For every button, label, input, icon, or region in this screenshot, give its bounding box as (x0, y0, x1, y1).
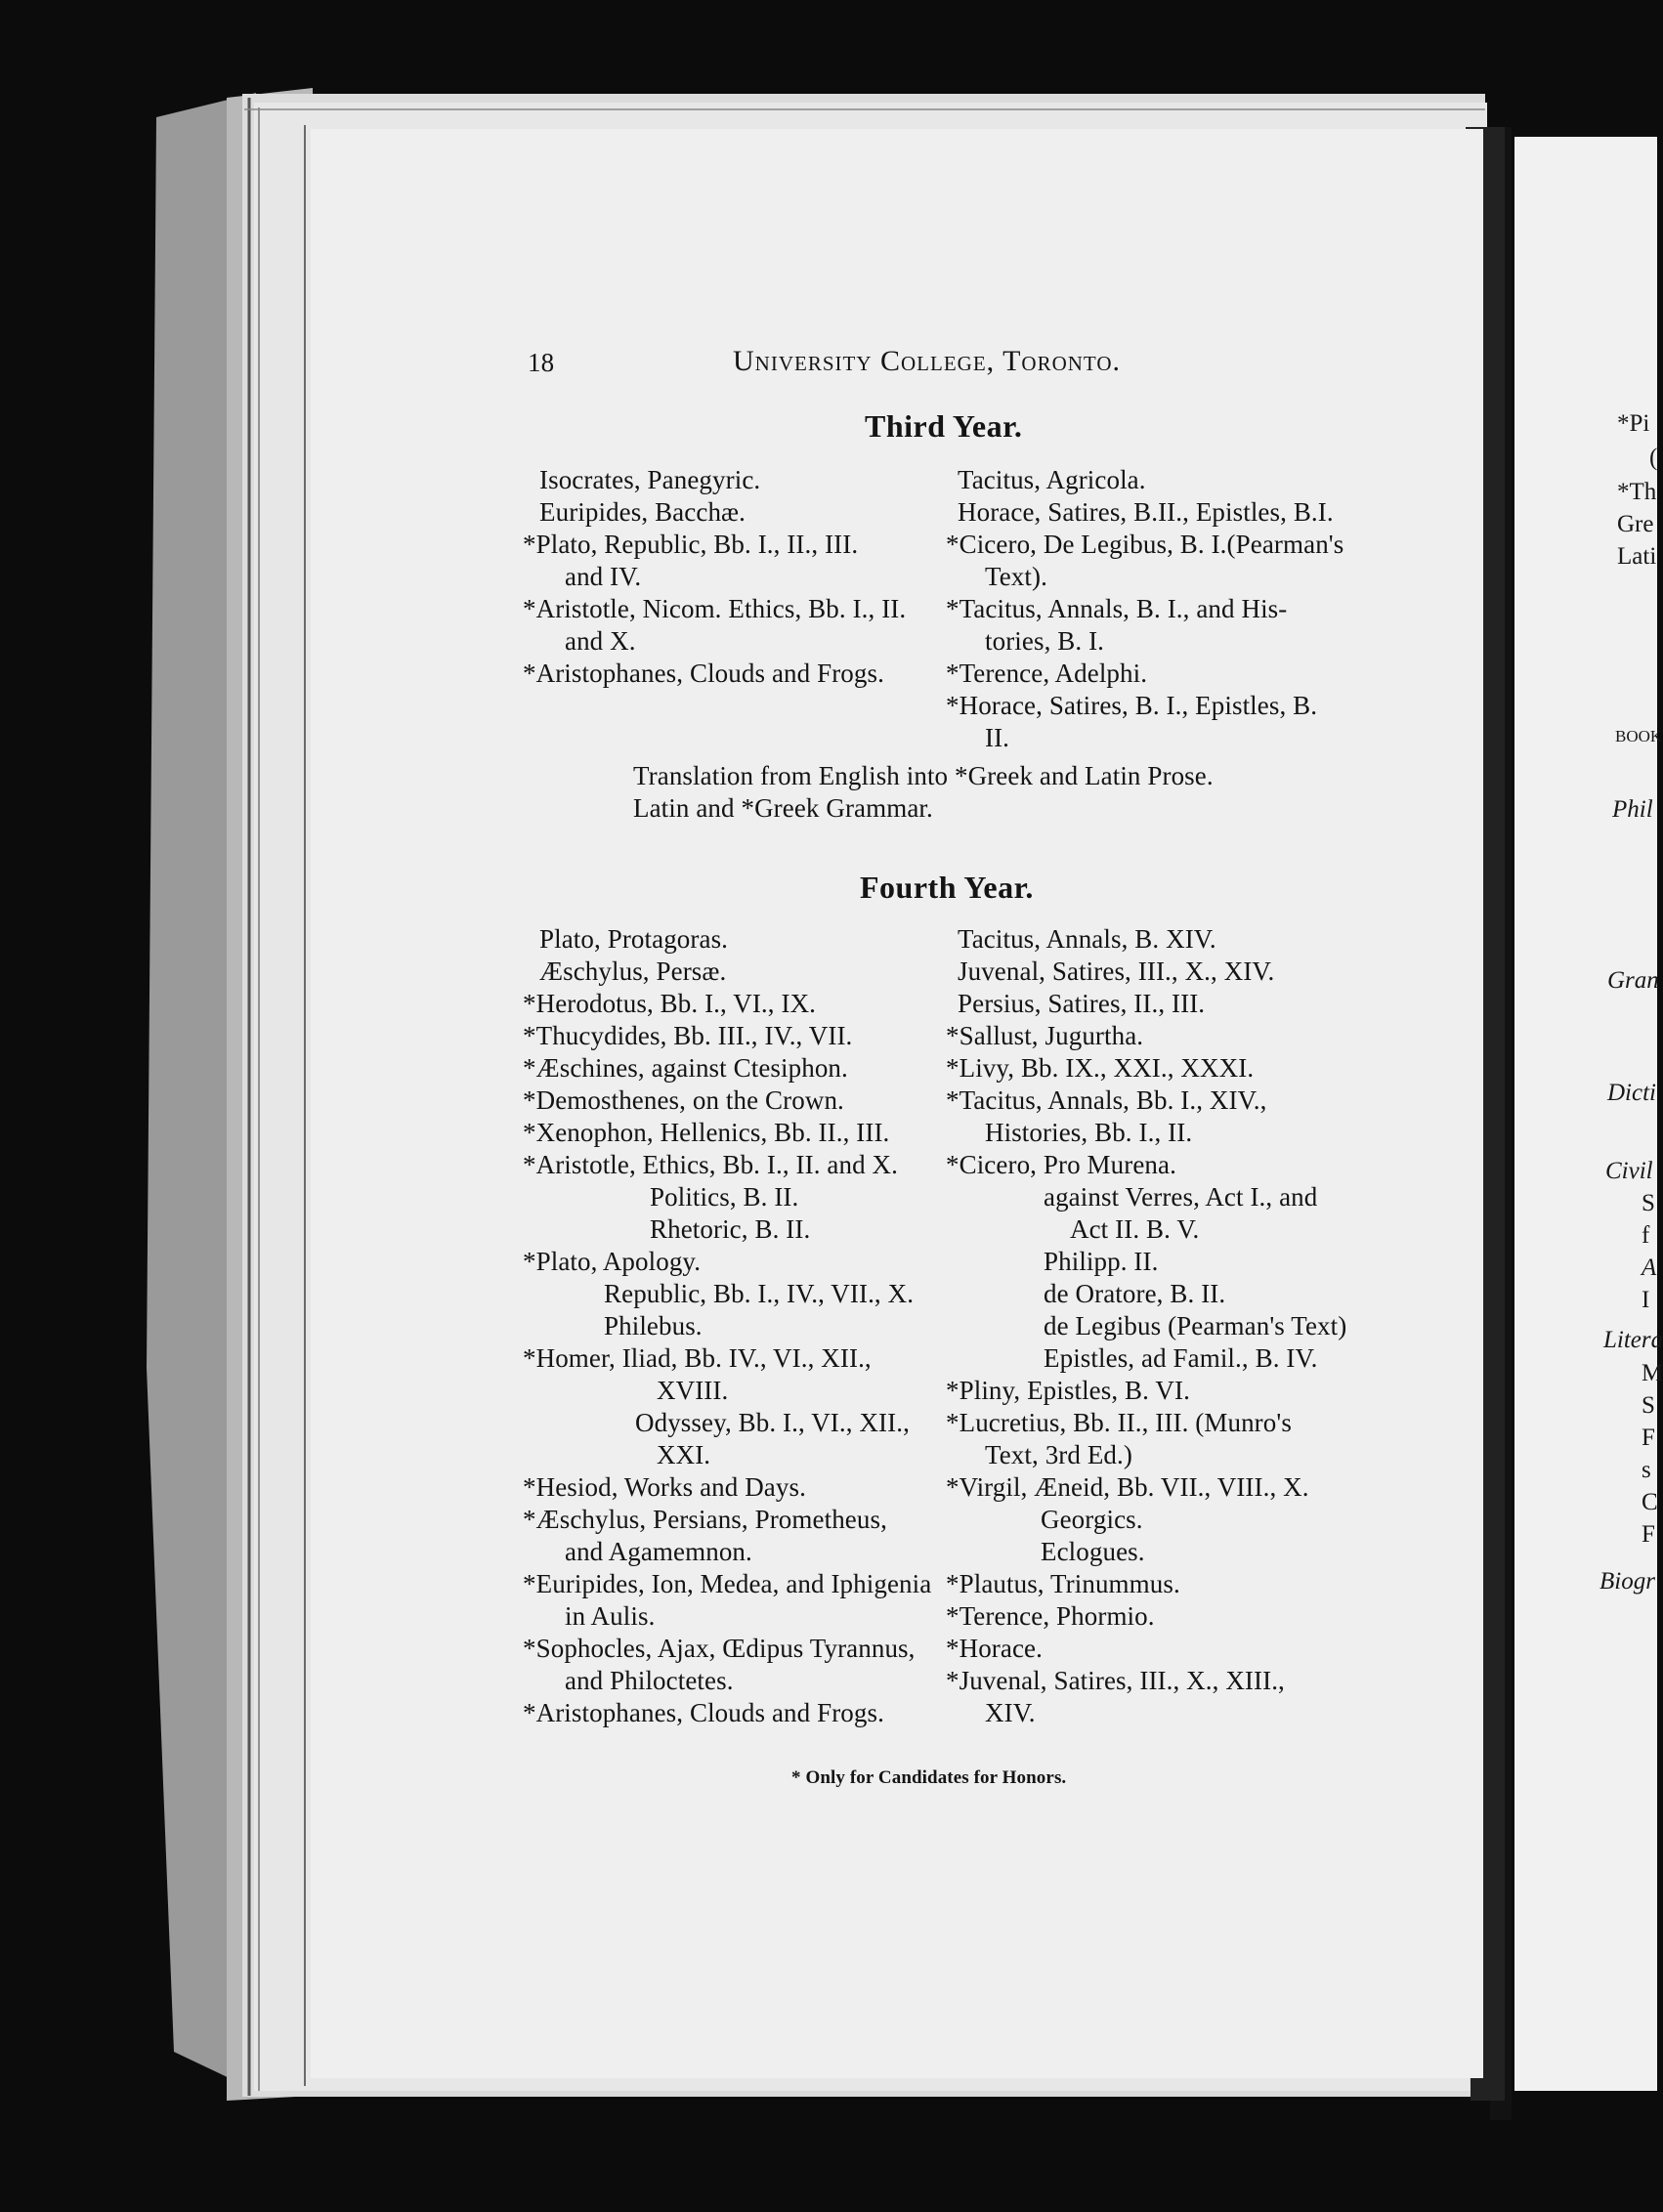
fourth-left-line: *Sophocles, Ajax, Œdipus Tyrannus, (523, 1634, 916, 1663)
fourth-right-line: *Tacitus, Annals, Bb. I., XIV., (946, 1085, 1267, 1115)
adjacent-fragment: *Th (1617, 479, 1657, 505)
adjacent-fragment: Civil (1605, 1158, 1653, 1184)
third-right-line: *Tacitus, Annals, B. I., and His- (946, 594, 1288, 623)
adjacent-fragment: Gran (1607, 967, 1659, 994)
fourth-left-line: XXI. (657, 1440, 711, 1469)
adjacent-fragment: Gre (1617, 511, 1654, 537)
page-number: 18 (528, 348, 555, 377)
fourth-left-line: *Euripides, Ion, Medea, and Iphigenia (523, 1569, 932, 1598)
adjacent-fragment: *Pi (1617, 410, 1650, 437)
fourth-left-line: Philebus. (604, 1311, 703, 1340)
fourth-left-line: *Æschylus, Persians, Prometheus, (523, 1505, 887, 1534)
adjacent-fragment: S (1642, 1190, 1655, 1216)
fourth-left-line: Odyssey, Bb. I., VI., XII., (635, 1408, 910, 1437)
fourth-right-line: Act II. B. V. (1070, 1214, 1200, 1244)
third-right-line: *Cicero, De Legibus, B. I.(Pearman's (946, 530, 1344, 559)
fourth-right-line: Persius, Satires, II., III. (958, 989, 1206, 1018)
third-right-line: tories, B. I. (985, 626, 1105, 656)
third-right-line: *Terence, Adelphi. (946, 659, 1148, 688)
third-right-line: Tacitus, Agricola. (958, 465, 1146, 494)
fourth-right-line: *Lucretius, Bb. II., III. (Munro's (946, 1408, 1292, 1437)
fourth-right-line: Epistles, ad Famil., B. IV. (1044, 1343, 1318, 1373)
footnote: * Only for Candidates for Honors. (791, 1767, 1067, 1788)
fourth-left-line: *Demosthenes, on the Crown. (523, 1085, 844, 1115)
third-right-line: *Horace, Satires, B. I., Epistles, B. (946, 691, 1318, 720)
adjacent-fragment: f (1642, 1222, 1650, 1249)
fourth-left-line: and Agamemnon. (565, 1537, 752, 1566)
fourth-right-line: Eclogues. (1041, 1537, 1145, 1566)
third-left-line: Isocrates, Panegyric. (539, 465, 761, 494)
third-left-line: *Plato, Republic, Bb. I., II., III. (523, 530, 859, 559)
fourth-left-line: Æschylus, Persæ. (539, 957, 727, 986)
fourth-right-line: *Horace. (946, 1634, 1043, 1663)
fourth-left-line: Republic, Bb. I., IV., VII., X. (604, 1279, 915, 1308)
adjacent-fragment: F (1642, 1521, 1655, 1548)
fourth-left-line: Politics, B. II. (650, 1182, 799, 1212)
fourth-left-line: *Hesiod, Works and Days. (523, 1472, 806, 1502)
third-left-line: Euripides, Bacchæ. (539, 497, 746, 527)
fourth-left-line: *Herodotus, Bb. I., VI., IX. (523, 989, 817, 1018)
third-left-line: *Aristophanes, Clouds and Frogs. (523, 659, 884, 688)
adjacent-fragment: ( (1649, 445, 1658, 471)
fourth-left-line: and Philoctetes. (565, 1666, 734, 1695)
adjacent-fragment: S (1642, 1392, 1655, 1419)
fourth-right-line: Tacitus, Annals, B. XIV. (958, 924, 1216, 954)
fourth-right-line: *Virgil, Æneid, Bb. VII., VIII., X. (946, 1472, 1309, 1502)
fourth-right-line: *Plautus, Trinummus. (946, 1569, 1180, 1598)
fourth-left-line: *Aristotle, Ethics, Bb. I., II. and X. (523, 1150, 898, 1179)
fourth-right-line: *Juvenal, Satires, III., X., XIII., (946, 1666, 1285, 1695)
translation-line: Translation from English into *Greek and Latin Prose. (633, 761, 1214, 790)
fourth-left-line: in Aulis. (565, 1601, 656, 1631)
fourth-right-line: Philipp. II. (1044, 1247, 1159, 1276)
fourth-right-line: *Pliny, Epistles, B. VI. (946, 1376, 1190, 1405)
fourth-right-line: Text, 3rd Ed.) (985, 1440, 1132, 1469)
adjacent-fragment: Phil (1612, 796, 1653, 823)
fourth-left-line: *Xenophon, Hellenics, Bb. II., III. (523, 1118, 890, 1147)
fourth-left-line: Rhetoric, B. II. (650, 1214, 811, 1244)
fourth-right-line: de Oratore, B. II. (1044, 1279, 1226, 1308)
fourth-left-line: *Æschines, against Ctesiphon. (523, 1053, 848, 1083)
translation-line: Latin and *Greek Grammar. (633, 793, 933, 823)
fourth-right-line: *Sallust, Jugurtha. (946, 1021, 1144, 1050)
adjacent-fragment: Litera (1603, 1327, 1663, 1353)
fourth-right-line: XIV. (985, 1698, 1036, 1727)
adjacent-fragment: s (1642, 1457, 1651, 1483)
adjacent-fragment: Lati (1617, 543, 1657, 570)
fourth-left-line: Plato, Protagoras. (539, 924, 729, 954)
third-left-line: *Aristotle, Nicom. Ethics, Bb. I., II. (523, 594, 907, 623)
fourth-right-line: *Terence, Phormio. (946, 1601, 1155, 1631)
fourth-right-line: *Livy, Bb. IX., XXI., XXXI. (946, 1053, 1255, 1083)
third-right-line: II. (985, 723, 1010, 752)
fourth-left-line: *Homer, Iliad, Bb. IV., VI., XII., (523, 1343, 872, 1373)
third-right-line: Horace, Satires, B.II., Epistles, B.I. (958, 497, 1334, 527)
fourth-right-line: Histories, Bb. I., II. (985, 1118, 1193, 1147)
fourth-left-line: *Plato, Apology. (523, 1247, 702, 1276)
running-title: University College, Toronto. (733, 345, 1122, 377)
fourth-left-line: *Aristophanes, Clouds and Frogs. (523, 1698, 884, 1727)
adjacent-fragment: Biogr (1599, 1568, 1655, 1595)
fourth-left-line: *Thucydides, Bb. III., IV., VII. (523, 1021, 853, 1050)
adjacent-fragment: A (1642, 1255, 1657, 1281)
adjacent-fragment: M (1642, 1360, 1663, 1386)
adjacent-fragment: I (1642, 1287, 1650, 1313)
third-left-line: and X. (565, 626, 636, 656)
adjacent-fragment: F (1642, 1425, 1655, 1451)
third-year-heading: Third Year. (865, 408, 1023, 444)
adjacent-fragment: Dicti (1607, 1080, 1656, 1106)
fourth-right-line: Juvenal, Satires, III., X., XIV. (958, 957, 1275, 986)
fourth-right-line: Georgics. (1041, 1505, 1143, 1534)
fourth-right-line: *Cicero, Pro Murena. (946, 1150, 1176, 1179)
fourth-right-line: against Verres, Act I., and (1044, 1182, 1318, 1212)
fourth-left-line: XVIII. (657, 1376, 729, 1405)
adjacent-fragment: BOOK (1615, 727, 1663, 745)
adjacent-fragment: C (1642, 1489, 1658, 1515)
third-right-line: Text). (985, 562, 1047, 591)
fourth-year-heading: Fourth Year. (860, 870, 1034, 905)
third-left-line: and IV. (565, 562, 642, 591)
fourth-right-line: de Legibus (Pearman's Text) (1044, 1311, 1347, 1340)
